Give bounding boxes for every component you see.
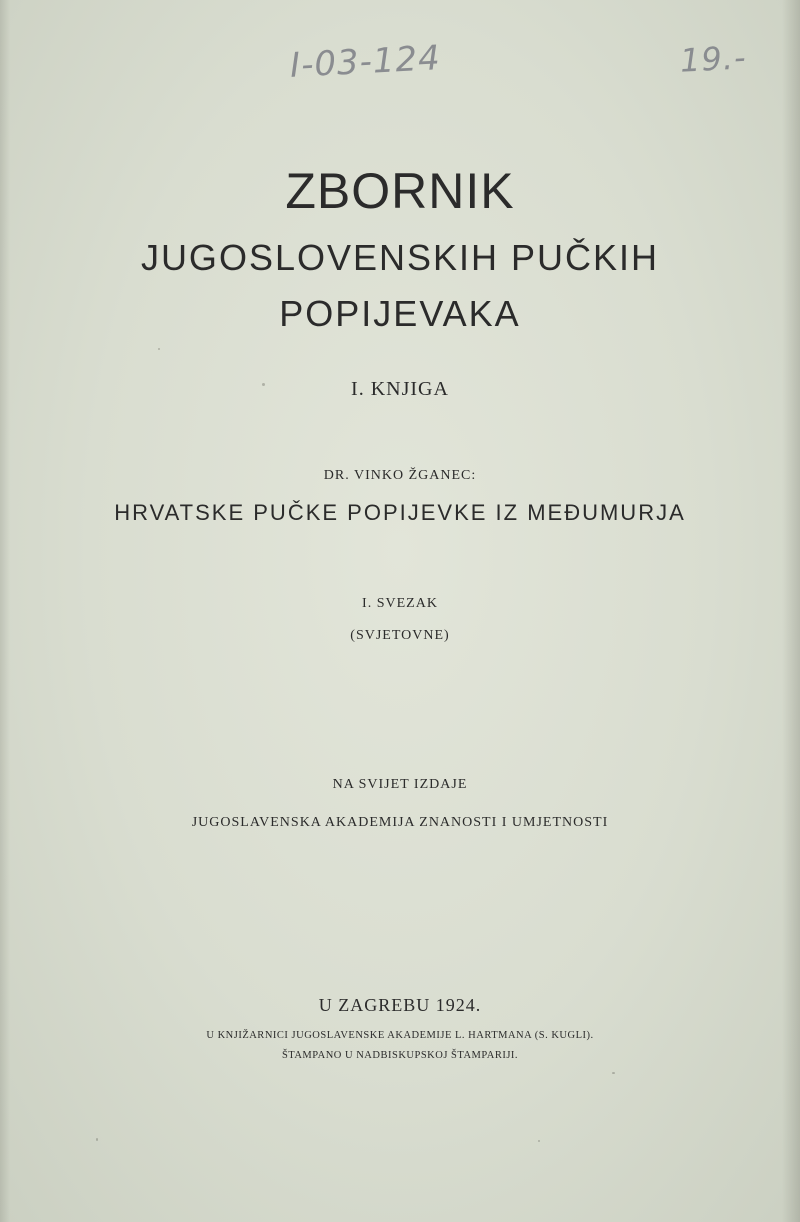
imprint-bookshop: U KNJIŽARNICI JUGOSLAVENSKE AKADEMIJE L. HARTMANA (S. KUGLI). xyxy=(206,1030,594,1041)
author: DR. VINKO ŽGANEC: xyxy=(323,468,477,483)
title-main: ZBORNIK xyxy=(285,163,515,219)
title-line-3: POPIJEVAKA xyxy=(279,293,521,334)
publisher-intro: NA SVIJET IZDAJE xyxy=(332,777,468,792)
publisher-name: JUGOSLAVENSKA AKADEMIJA ZNANOSTI I UMJETNOSTI xyxy=(191,815,609,830)
title-line-2: JUGOSLOVENSKIH PUČKIH xyxy=(140,237,660,278)
imprint-printer: ŠTAMPANO U NADBISKUPSKOJ ŠTAMPARIJI. xyxy=(281,1050,519,1061)
paper-speck xyxy=(538,1140,540,1142)
paper-speck xyxy=(262,383,265,386)
book-number: I. KNJIGA xyxy=(351,378,449,400)
handwritten-price: 19.- xyxy=(679,38,748,80)
paper-speck xyxy=(612,1072,615,1074)
handwritten-call-number: I-03-124 xyxy=(289,38,442,86)
volume-label: I. SVEZAK xyxy=(362,596,438,611)
paper-speck xyxy=(96,1138,98,1141)
subtitle: HRVATSKE PUČKE POPIJEVKE IZ MEĐUMURJA xyxy=(114,500,686,525)
imprint-place-year: U ZAGREBU 1924. xyxy=(318,995,482,1015)
paper-speck xyxy=(158,348,160,350)
volume-note: (SVJETOVNE) xyxy=(350,628,450,643)
